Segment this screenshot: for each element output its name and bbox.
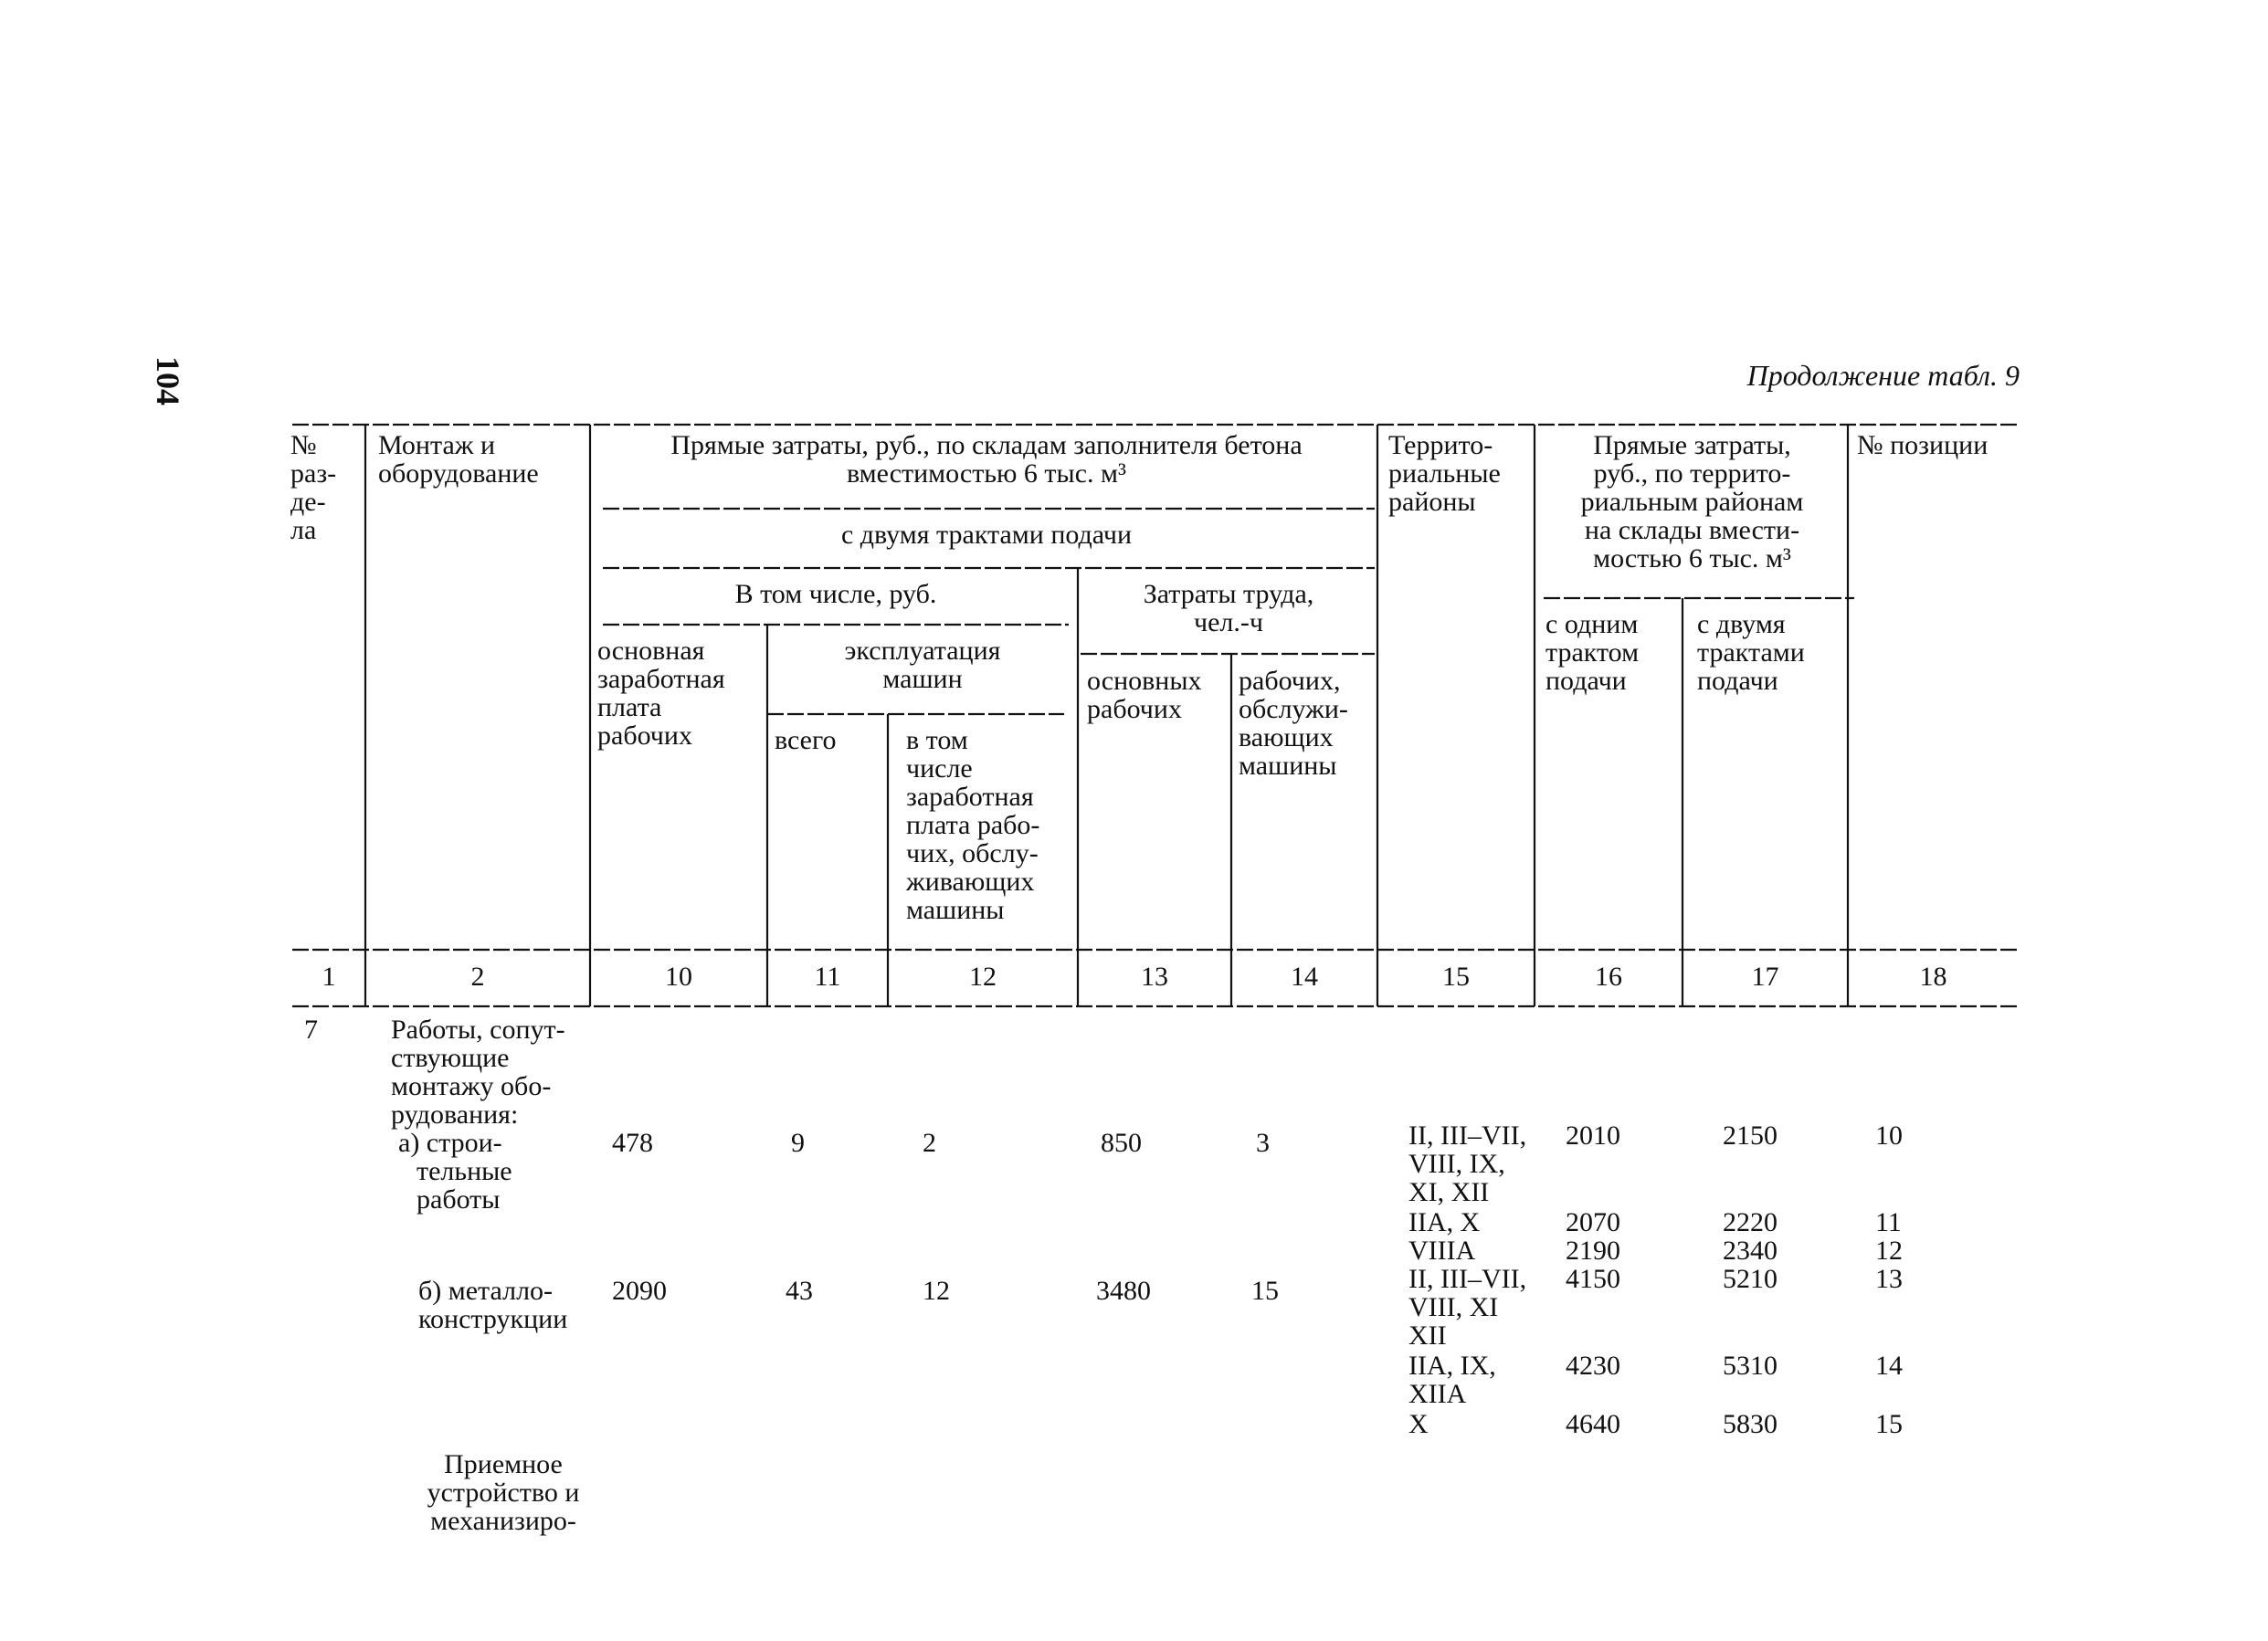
region-b-2-one: 4230 [1566,1351,1620,1381]
item-a-c10: 478 [612,1128,653,1158]
region-b-3: X [1408,1409,1429,1439]
header-incl-salary: в том числе заработная плата рабо- чих, обслу- живающих машины [906,725,1040,925]
region-b-2-pos: 14 [1875,1351,1903,1381]
header-position: № позиции [1857,430,1988,460]
item-b-c10: 2090 [612,1276,667,1306]
region-a-3-two: 2340 [1723,1236,1777,1266]
header-two-tracts: с двумя трактами подачи [840,520,1133,550]
item-b-c14: 15 [1251,1276,1279,1306]
table-caption: Продолжение табл. 9 [1746,359,2020,392]
region-a-3-pos: 12 [1875,1236,1903,1266]
region-a-1: II, III–VII, VIII, IX, XI, XII [1408,1120,1527,1207]
region-a-2: IIA, X [1408,1207,1481,1237]
region-b-3-pos: 15 [1875,1409,1903,1439]
region-b-3-one: 4640 [1566,1409,1620,1439]
colnum-16: 16 [1595,962,1622,992]
colnum-2: 2 [470,962,485,992]
header-base-salary: основная заработная плата рабочих [597,636,725,751]
header-machine-workers: рабочих, обслужи- вающих машины [1239,666,1348,781]
region-b-1-pos: 13 [1875,1264,1903,1294]
header-section-number: № раз- де- ла [290,430,337,545]
colnum-12: 12 [969,962,997,992]
header-including-rub: В том числе, руб. [734,579,937,609]
item-a-c11: 9 [791,1128,805,1158]
section-number: 7 [304,1015,318,1045]
header-two-tract: с двумя трактами подачи [1697,609,1805,696]
page-number: 104 [150,356,186,405]
colnum-18: 18 [1919,962,1947,992]
item-a-c12: 2 [923,1128,936,1158]
region-a-2-one: 2070 [1566,1207,1620,1237]
region-a-1-one: 2010 [1566,1120,1620,1151]
region-a-3: VIIIA [1408,1236,1476,1266]
colnum-10: 10 [665,962,692,992]
region-a-3-one: 2190 [1566,1236,1620,1266]
colnum-13: 13 [1141,962,1168,992]
item-a-c13: 850 [1101,1128,1142,1158]
region-b-1-one: 4150 [1566,1264,1620,1294]
region-b-3-two: 5830 [1723,1409,1777,1439]
item-a-label: а) строи- тельные работы [398,1128,512,1215]
region-a-2-pos: 11 [1875,1207,1902,1237]
colnum-11: 11 [814,962,841,992]
region-b-1: II, III–VII, VIII, XI XII [1408,1264,1527,1351]
header-total: всего [775,725,837,755]
header-regions: Террито- риальные районы [1388,430,1501,517]
region-a-1-two: 2150 [1723,1120,1777,1151]
header-mounting: Монтаж и оборудование [378,430,539,489]
item-b-label: б) металло- конструкции [418,1276,568,1334]
region-b-1-two: 5210 [1723,1264,1777,1294]
region-b-2-two: 5310 [1723,1351,1777,1381]
item-b-c13: 3480 [1096,1276,1151,1306]
region-a-2-two: 2220 [1723,1207,1777,1237]
works-title: Работы, сопут- ствующие монтажу обо- рудования: [391,1015,565,1130]
header-machine-operation: эксплуатация машин [844,636,1001,694]
colnum-15: 15 [1442,962,1470,992]
item-b-c11: 43 [786,1276,813,1306]
colnum-1: 1 [322,962,336,992]
header-main-workers: основных рабочих [1087,666,1202,724]
colnum-14: 14 [1291,962,1318,992]
region-a-1-pos: 10 [1875,1120,1903,1151]
header-labor-costs: Затраты труда, чел.-ч [1143,579,1314,637]
header-direct-costs: Прямые затраты, руб., по складам заполнителя бетона вместимостью 6 тыс. м³ [670,430,1303,489]
header-one-tract: с одним трактом подачи [1545,609,1640,696]
colnum-17: 17 [1751,962,1779,992]
item-a-c14: 3 [1256,1128,1270,1158]
tail-text: Приемное устройство и механизиро- [427,1449,580,1536]
region-b-2: IIA, IX, XIIA [1408,1351,1496,1409]
item-b-c12: 12 [923,1276,950,1306]
header-direct-costs-regions: Прямые затраты, руб., по террито- риальным районам на склады вмести- мостью 6 тыс. м³ [1580,430,1804,573]
